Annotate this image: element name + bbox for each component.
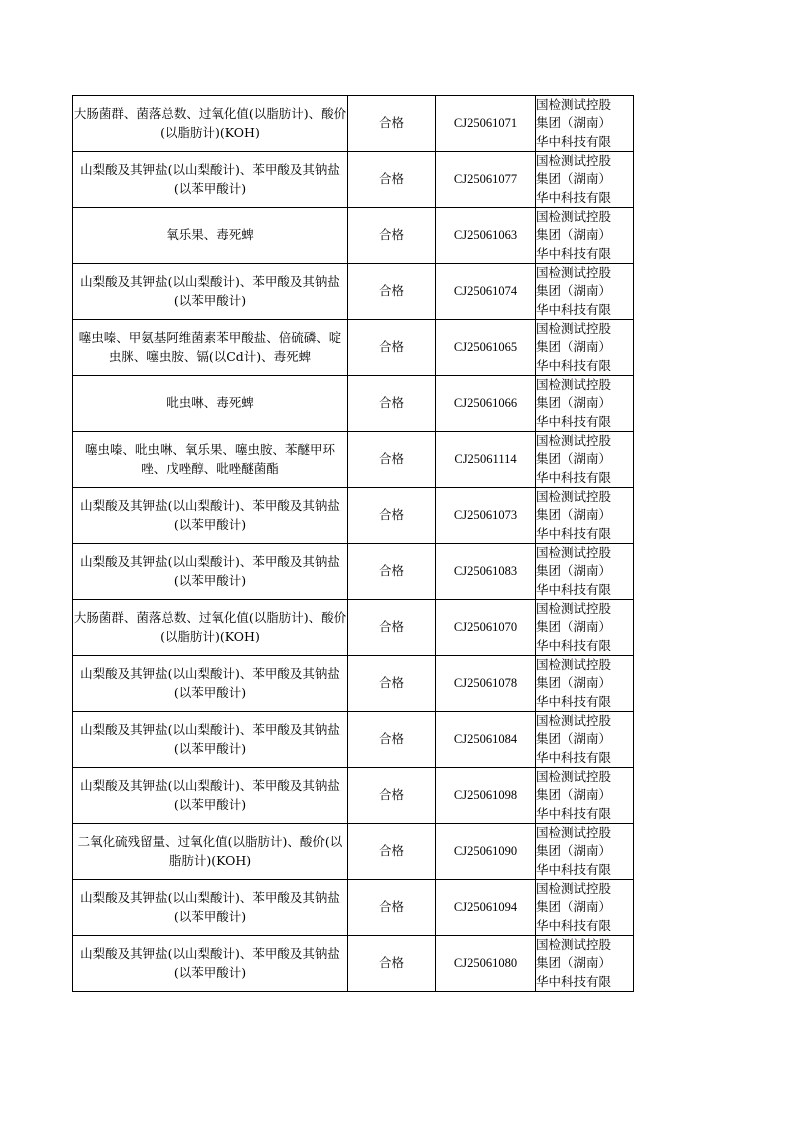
- table-row: [73, 656, 634, 712]
- inspection-items-cell: 山梨酸及其钾盐(以山梨酸计)、苯甲酸及其钠盐(以苯甲酸计): [73, 656, 348, 712]
- testing-agency-line: 华中科技有限: [536, 861, 612, 877]
- table-row: [73, 264, 634, 320]
- testing-agency-line: 集团（湖南）: [536, 955, 612, 971]
- testing-agency-line: 华中科技有限: [536, 189, 612, 205]
- table-row: [73, 432, 634, 488]
- result-cell: 合格: [348, 208, 436, 264]
- testing-agency-cell: [536, 208, 634, 264]
- report-number-cell: CJ25061063: [436, 208, 536, 264]
- report-number-cell: CJ25061074: [436, 264, 536, 320]
- table-row: [73, 320, 634, 376]
- inspection-items-cell: 噻虫嗪、吡虫啉、氧乐果、噻虫胺、苯醚甲环唑、戊唑醇、吡唑醚菌酯: [73, 432, 348, 488]
- testing-agency-line: 国检测试控股: [536, 769, 612, 785]
- inspection-items-cell: 吡虫啉、毒死蜱: [73, 376, 348, 432]
- table-row: [73, 712, 634, 768]
- table-row: [73, 880, 634, 936]
- inspection-items-cell: 大肠菌群、菌落总数、过氧化值(以脂肪计)、酸价(以脂肪计)(KOH): [73, 96, 348, 152]
- inspection-items-cell: 山梨酸及其钾盐(以山梨酸计)、苯甲酸及其钠盐(以苯甲酸计): [73, 488, 348, 544]
- testing-agency-line: 集团（湖南）: [536, 843, 612, 859]
- testing-agency-line: 国检测试控股: [536, 937, 612, 953]
- testing-agency-line: 华中科技有限: [536, 693, 612, 709]
- report-number-cell: CJ25061080: [436, 936, 536, 992]
- testing-agency-line: 集团（湖南）: [536, 395, 612, 411]
- testing-agency-line: 国检测试控股: [536, 657, 612, 673]
- report-number-cell: CJ25061084: [436, 712, 536, 768]
- testing-agency-line: 华中科技有限: [536, 413, 612, 429]
- inspection-items-cell: 山梨酸及其钾盐(以山梨酸计)、苯甲酸及其钠盐(以苯甲酸计): [73, 712, 348, 768]
- testing-agency-cell: [536, 152, 634, 208]
- report-number-cell: CJ25061066: [436, 376, 536, 432]
- testing-agency-line: 集团（湖南）: [536, 283, 612, 299]
- testing-agency-line: 集团（湖南）: [536, 787, 612, 803]
- testing-agency-line: 国检测试控股: [536, 825, 612, 841]
- result-cell: 合格: [348, 936, 436, 992]
- inspection-items-cell: 大肠菌群、菌落总数、过氧化值(以脂肪计)、酸价(以脂肪计)(KOH): [73, 600, 348, 656]
- result-cell: 合格: [348, 824, 436, 880]
- result-cell: 合格: [348, 768, 436, 824]
- testing-agency-line: 华中科技有限: [536, 525, 612, 541]
- testing-agency-line: 华中科技有限: [536, 357, 612, 373]
- table-row: [73, 936, 634, 992]
- result-cell: 合格: [348, 152, 436, 208]
- inspection-items-cell: 山梨酸及其钾盐(以山梨酸计)、苯甲酸及其钠盐(以苯甲酸计): [73, 880, 348, 936]
- report-number-cell: CJ25061083: [436, 544, 536, 600]
- inspection-items-cell: 二氧化硫残留量、过氧化值(以脂肪计)、酸价(以脂肪计)(KOH): [73, 824, 348, 880]
- testing-agency-line: 国检测试控股: [536, 97, 612, 113]
- testing-agency-line: 华中科技有限: [536, 805, 612, 821]
- testing-agency-line: 华中科技有限: [536, 469, 612, 485]
- testing-agency-line: 集团（湖南）: [536, 563, 612, 579]
- testing-agency-line: 国检测试控股: [536, 545, 612, 561]
- testing-agency-cell: [536, 712, 634, 768]
- testing-agency-line: 国检测试控股: [536, 265, 612, 281]
- result-cell: 合格: [348, 320, 436, 376]
- testing-agency-cell: [536, 656, 634, 712]
- table-row: [73, 208, 634, 264]
- testing-agency-line: 华中科技有限: [536, 637, 612, 653]
- testing-agency-line: 国检测试控股: [536, 601, 612, 617]
- report-number-cell: CJ25061065: [436, 320, 536, 376]
- table-row: [73, 96, 634, 152]
- result-cell: 合格: [348, 600, 436, 656]
- table-row: [73, 544, 634, 600]
- inspection-items-cell: 噻虫嗪、甲氨基阿维菌素苯甲酸盐、倍硫磷、啶虫脒、噻虫胺、镉(以Cd计)、毒死蜱: [73, 320, 348, 376]
- testing-agency-line: 集团（湖南）: [536, 115, 612, 131]
- result-cell: 合格: [348, 264, 436, 320]
- results-table-body: [73, 96, 634, 992]
- testing-agency-line: 国检测试控股: [536, 489, 612, 505]
- table-row: [73, 600, 634, 656]
- testing-agency-line: 国检测试控股: [536, 433, 612, 449]
- testing-agency-line: 华中科技有限: [536, 133, 612, 149]
- table-row: [73, 824, 634, 880]
- testing-agency-cell: [536, 488, 634, 544]
- testing-agency-line: 集团（湖南）: [536, 731, 612, 747]
- testing-agency-cell: [536, 600, 634, 656]
- testing-agency-cell: [536, 544, 634, 600]
- report-number-cell: CJ25061071: [436, 96, 536, 152]
- report-number-cell: CJ25061070: [436, 600, 536, 656]
- report-number-cell: CJ25061094: [436, 880, 536, 936]
- testing-agency-line: 国检测试控股: [536, 321, 612, 337]
- result-cell: 合格: [348, 432, 436, 488]
- testing-agency-cell: [536, 936, 634, 992]
- testing-agency-line: 集团（湖南）: [536, 899, 612, 915]
- report-number-cell: CJ25061078: [436, 656, 536, 712]
- table-row: [73, 488, 634, 544]
- report-number-cell: CJ25061077: [436, 152, 536, 208]
- testing-agency-cell: [536, 320, 634, 376]
- testing-agency-line: 国检测试控股: [536, 209, 612, 225]
- testing-agency-cell: [536, 376, 634, 432]
- inspection-items-cell: 山梨酸及其钾盐(以山梨酸计)、苯甲酸及其钠盐(以苯甲酸计): [73, 768, 348, 824]
- inspection-items-cell: 山梨酸及其钾盐(以山梨酸计)、苯甲酸及其钠盐(以苯甲酸计): [73, 936, 348, 992]
- testing-agency-line: 集团（湖南）: [536, 675, 612, 691]
- testing-agency-line: 国检测试控股: [536, 377, 612, 393]
- report-number-cell: CJ25061090: [436, 824, 536, 880]
- testing-agency-line: 华中科技有限: [536, 581, 612, 597]
- result-cell: 合格: [348, 544, 436, 600]
- testing-agency-line: 集团（湖南）: [536, 507, 612, 523]
- testing-agency-cell: [536, 264, 634, 320]
- table-row: [73, 376, 634, 432]
- inspection-items-cell: 山梨酸及其钾盐(以山梨酸计)、苯甲酸及其钠盐(以苯甲酸计): [73, 264, 348, 320]
- inspection-items-cell: 氧乐果、毒死蜱: [73, 208, 348, 264]
- result-cell: 合格: [348, 880, 436, 936]
- result-cell: 合格: [348, 96, 436, 152]
- report-number-cell: CJ25061114: [436, 432, 536, 488]
- result-cell: 合格: [348, 656, 436, 712]
- report-number-cell: CJ25061098: [436, 768, 536, 824]
- testing-agency-line: 国检测试控股: [536, 153, 612, 169]
- testing-agency-line: 集团（湖南）: [536, 619, 612, 635]
- testing-agency-line: 华中科技有限: [536, 973, 612, 989]
- testing-agency-line: 国检测试控股: [536, 881, 612, 897]
- table-row: [73, 152, 634, 208]
- inspection-items-cell: 山梨酸及其钾盐(以山梨酸计)、苯甲酸及其钠盐(以苯甲酸计): [73, 152, 348, 208]
- table-row: [73, 768, 634, 824]
- testing-agency-line: 集团（湖南）: [536, 451, 612, 467]
- testing-agency-line: 集团（湖南）: [536, 227, 612, 243]
- testing-agency-cell: [536, 824, 634, 880]
- testing-agency-line: 华中科技有限: [536, 917, 612, 933]
- testing-agency-cell: [536, 96, 634, 152]
- testing-agency-line: 集团（湖南）: [536, 339, 612, 355]
- testing-agency-cell: [536, 432, 634, 488]
- testing-agency-line: 华中科技有限: [536, 245, 612, 261]
- result-cell: 合格: [348, 488, 436, 544]
- testing-agency-line: 国检测试控股: [536, 713, 612, 729]
- results-table: [72, 95, 634, 992]
- testing-agency-cell: [536, 768, 634, 824]
- testing-agency-line: 集团（湖南）: [536, 171, 612, 187]
- report-number-cell: CJ25061073: [436, 488, 536, 544]
- testing-agency-cell: [536, 880, 634, 936]
- result-cell: 合格: [348, 376, 436, 432]
- result-cell: 合格: [348, 712, 436, 768]
- inspection-items-cell: 山梨酸及其钾盐(以山梨酸计)、苯甲酸及其钠盐(以苯甲酸计): [73, 544, 348, 600]
- testing-agency-line: 华中科技有限: [536, 301, 612, 317]
- testing-agency-line: 华中科技有限: [536, 749, 612, 765]
